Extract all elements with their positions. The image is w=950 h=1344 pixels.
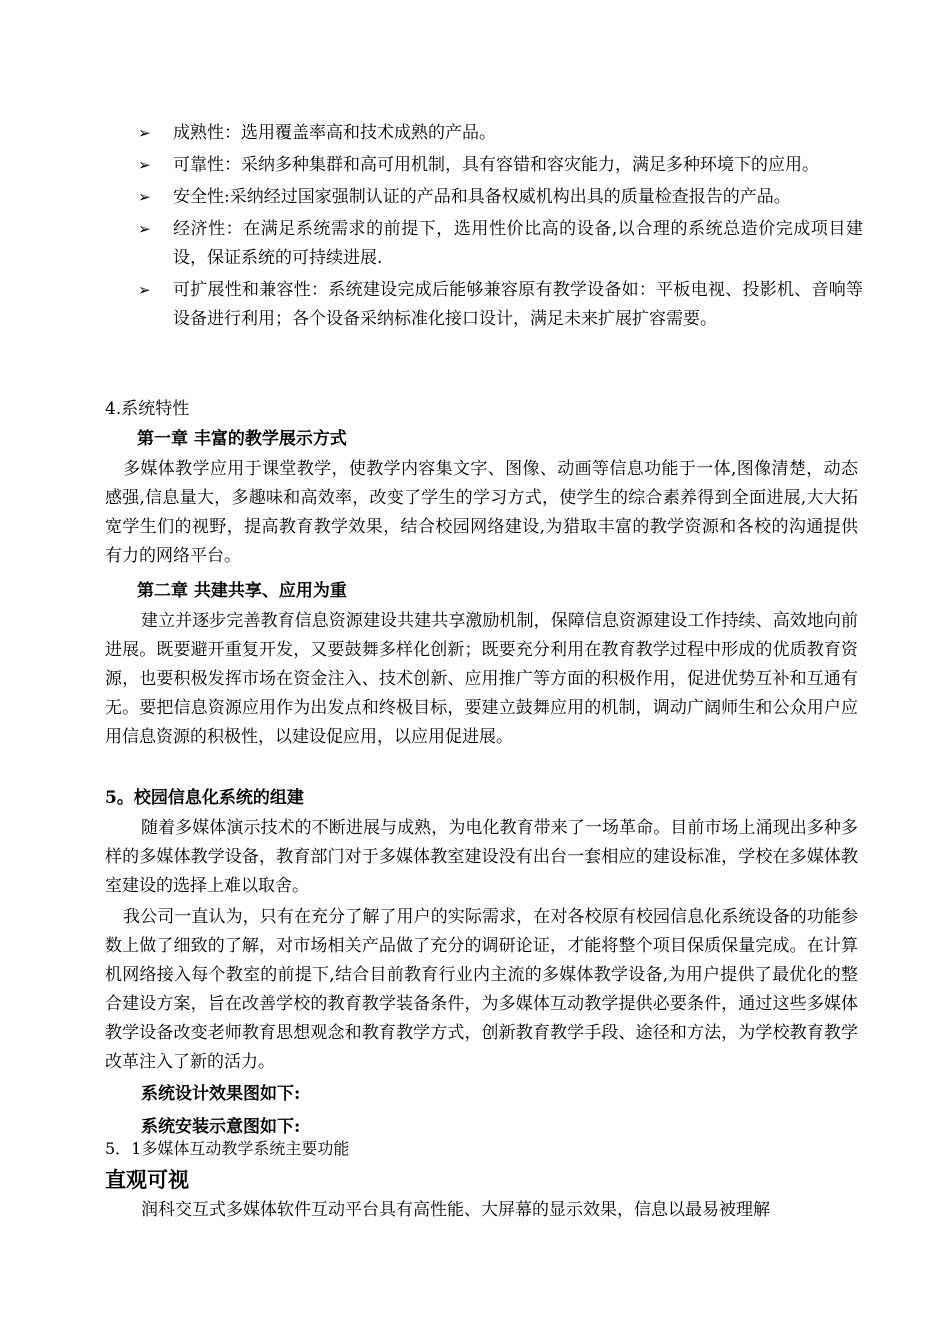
list-item <box>138 151 863 180</box>
chapter-1-title: 第一章 丰富的教学展示方式 <box>137 429 347 449</box>
arrow-bullet-icon: ➢ <box>138 220 151 238</box>
section-5-title: 5。校园信息化系统的组建 <box>105 788 304 808</box>
chapter-2-paragraph: 建立并逐步完善教育信息资源建设共建共享激励机制，保障信息资源建设工作持续、高效地向前进展。既要避开重复开发，又要鼓舞多样化创新；既要充分利用在教育教学过程中形成的优质教育资源，也要积极发挥市场在资金注入、技术创新、应用推广等方面的积极作用，促进优势互补和互通有无。要把信息资源应用作为出发点和终极目标，要建立鼓舞应用的机制，调动广阔师生和公众用户应用信息资源的积极性，以建设促应用，以应用促进展。 <box>105 611 858 747</box>
bullet-text: 经济性：在满足系统需求的前提下，选用性价比高的设备,以合理的系统总造价完成项目建设，保证系统的可持续进展. <box>173 219 863 268</box>
section-5-paragraph-2: 我公司一直认为，只有在充分了解了用户的实际需求，在对各校原有校园信息化系统设备的功能参数上做了细致的了解，对市场相关产品做了充分的调研论证，才能将整个项目保质保量完成。在计算机网络接入每个教室的前提下,结合目前教育行业内主流的多媒体教学设备,为用户提供了最优化的整合建设方案，旨在改善学校的教育教学装备条件，为多媒体互动教学提供必要条件，通过这些多媒体教学设备改变老师教育思想观念和教育教学方式，创新教育教学手段、途径和方法，为学校教育教学改革注入了新的活力。 <box>105 907 858 1072</box>
section-5-paragraph-1: 随着多媒体演示技术的不断进展与成熟，为电化教育带来了一场革命。目前市场上涌现出多种多样的多媒体教学设备，教育部门对于多媒体教室建设没有出台一套相应的建设标准，学校在多媒体教室建设的选择上难以取舍。 <box>105 818 858 896</box>
list-item <box>138 276 863 334</box>
section-5-1-title: 5．1多媒体互动教学系统主要功能 <box>105 1139 350 1158</box>
list-item <box>138 183 863 212</box>
list-item <box>138 215 863 273</box>
chapter-2-title: 第二章 共建共享、应用为重 <box>137 581 347 601</box>
arrow-bullet-icon: ➢ <box>138 156 151 174</box>
list-item <box>138 119 863 148</box>
arrow-bullet-icon: ➢ <box>138 124 151 142</box>
chapter-1-paragraph: 多媒体教学应用于课堂教学，使教学内容集文字、图像、动画等信息功能于一体,图像清楚，动态感强,信息量大，多趣味和高效率，改变了学生的学习方式，使学生的综合素养得到全面进展,大大拓宽学生们的视野，提高教育教学效果，结合校园网络建设,为猎取丰富的教学资源和各校的沟通提供有力的网络平台。 <box>105 459 858 566</box>
install-figure-caption: 系统安装示意图如下: <box>141 1117 301 1137</box>
arrow-bullet-icon: ➢ <box>138 281 151 299</box>
bullet-text: 可靠性：采纳多种集群和高可用机制，具有容错和容灾能力，满足多种环境下的应用。 <box>173 155 819 175</box>
arrow-bullet-icon: ➢ <box>138 188 151 206</box>
design-figure-caption: 系统设计效果图如下: <box>141 1084 301 1104</box>
bullet-text: 安全性:采纳经过国家强制认证的产品和具备权威机构出具的质量检查报告的产品。 <box>173 187 791 207</box>
bullet-list <box>138 119 863 337</box>
bullet-text: 成熟性：选用覆盖率高和技术成熟的产品。 <box>173 123 496 143</box>
final-paragraph: 润科交互式多媒体软件互动平台具有高性能、大屏幕的显示效果，信息以最易被理解 <box>141 1200 770 1220</box>
section-4-title: 4.系统特性 <box>105 399 190 419</box>
heading-visual: 直观可视 <box>105 1167 189 1192</box>
bullet-text: 可扩展性和兼容性：系统建设完成后能够兼容原有教学设备如：平板电视、投影机、音响等设备进行利用；各个设备采纳标准化接口设计，满足未来扩展扩容需要。 <box>173 280 863 329</box>
